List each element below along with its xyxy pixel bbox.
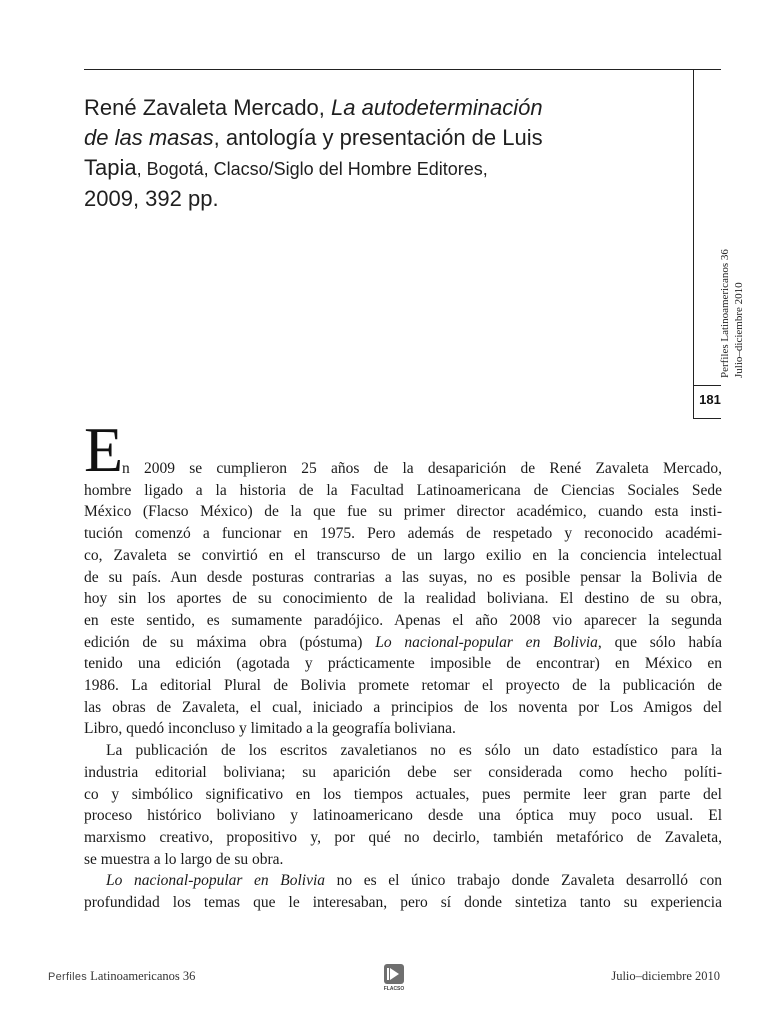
body-text-run: en este sentido, es sumamente paradójico. Apenas el año 2008 vio aparecer la segunda: [84, 611, 722, 629]
review-heading: [84, 93, 674, 214]
page-number-rule-top: [693, 385, 721, 386]
body-line: [84, 675, 722, 697]
body-line: [84, 567, 722, 589]
body-text-run: tenido una edición (agotada y prácticamente imposible de encontrar) en México en: [84, 655, 722, 673]
body-line: [84, 480, 722, 502]
body-line: [84, 501, 722, 523]
footer-logo-text: FLACSO: [383, 986, 405, 992]
drop-cap: E: [84, 414, 124, 485]
sidebar-journal-name: Perfiles Latinoamericanos 36: [719, 249, 731, 378]
sidebar-rule: [693, 69, 694, 418]
book-title-cont: de las masas: [84, 125, 214, 150]
body-text-run: marxismo creativo, propositivo y, por qué no decirlo, también metafórico de Zavaleta,: [84, 828, 722, 846]
body-text-run: , que sólo había: [597, 633, 722, 651]
body-text-run: hoy sin los aportes de su conocimiento de la realidad boliviana. El destino de su obra,: [84, 590, 722, 608]
body-line: [84, 718, 722, 740]
book-title: La autodeterminación: [331, 95, 543, 120]
body-text-run: edición de su máxima obra (póstuma): [84, 633, 376, 651]
body-line: [84, 653, 722, 675]
top-rule: [84, 69, 721, 70]
page-number-rule-bottom: [693, 418, 721, 419]
body-line: [84, 849, 722, 871]
body-text-run: Libro, quedó inconcluso y limitado a la geografía boliviana.: [84, 720, 456, 738]
body-line: [84, 458, 722, 480]
body-line: [84, 545, 722, 567]
heading-line-4: 2009, 392 pp.: [84, 186, 219, 211]
body-line: [84, 740, 722, 762]
body-text-run: proceso histórico boliviano y latinoamericano desde una óptica muy poco usual. El: [84, 807, 722, 825]
book-title-ref: Lo nacional-popular en Bolivia: [106, 872, 326, 890]
body-line: [84, 588, 722, 610]
body-line: [84, 762, 722, 784]
body-text-run: México (Flacso México) de la que fue su primer director académico, cuando esta insti-: [84, 503, 722, 521]
body-line: [84, 892, 722, 914]
sidebar-period: Julio–diciembre 2010: [733, 282, 745, 378]
heading-line-2: de las masas, antología y presentación de Luis: [84, 125, 543, 150]
heading-line-3: Tapia, Bogotá, Clacso/Siglo del Hombre Editores,: [84, 155, 488, 180]
page-number: 181: [699, 392, 721, 407]
body-text-run: co, Zavaleta se convirtió en el transcurso de un largo exilio en la conciencia intelectual: [84, 546, 722, 564]
footer-journal: Perfiles Latinoamericanos 36: [48, 969, 196, 983]
body-line: [84, 805, 722, 827]
body-line: [84, 827, 722, 849]
body-text-run: de su país. Aun desde posturas contrarias a las suyas, no es posible pensar la Bolivia de: [84, 568, 722, 586]
book-title-ref: Lo nacional-popular en Bolivia: [375, 633, 598, 651]
body-text-run: profundidad los temas que le interesaban, pero sí donde sintetiza tanto su experiencia: [84, 894, 722, 912]
body-text-run: La publicación de los escritos zavaletianos no es sólo un dato estadístico para la: [106, 742, 722, 760]
body-text-run: se muestra a lo largo de su obra.: [84, 850, 284, 868]
sidebar-journal-info: [718, 249, 746, 378]
body-line: [84, 870, 722, 892]
body-text-run: n 2009 se cumplieron 25 años de la desaparición de René Zavaleta Mercado,: [122, 460, 722, 477]
body-line: [84, 784, 722, 806]
footer-period: Julio–diciembre 2010: [611, 969, 720, 983]
heading-line-1: René Zavaleta Mercado, La autodeterminación: [84, 95, 543, 120]
body-text-run: no es el único trabajo donde Zavaleta desarrolló con: [325, 872, 722, 890]
body-line: [84, 610, 722, 632]
body-line: [84, 697, 722, 719]
body-text-run: industria editorial boliviana; su aparición debe ser considerada como hecho políti-: [84, 763, 722, 781]
body-text-run: co y simbólico significativo en los tiempos actuales, pues permite leer gran parte del: [84, 785, 722, 803]
body-line: [84, 632, 722, 654]
flacso-logo-icon: [383, 963, 405, 987]
article-body: [84, 458, 722, 914]
body-text-run: hombre ligado a la historia de la Facultad Latinoamericana de Ciencias Sociales Sede: [84, 481, 722, 499]
body-text-run: tución comenzó a funcionar en 1975. Pero además de respetado y reconocido académi-: [84, 525, 722, 543]
body-text-run: las obras de Zavaleta, el cual, iniciado a principios de los noventa por Los Amigos del: [84, 698, 722, 716]
body-text-run: 1986. La editorial Plural de Bolivia promete retomar el proyecto de la publicación de: [84, 677, 722, 695]
body-line: [84, 523, 722, 545]
